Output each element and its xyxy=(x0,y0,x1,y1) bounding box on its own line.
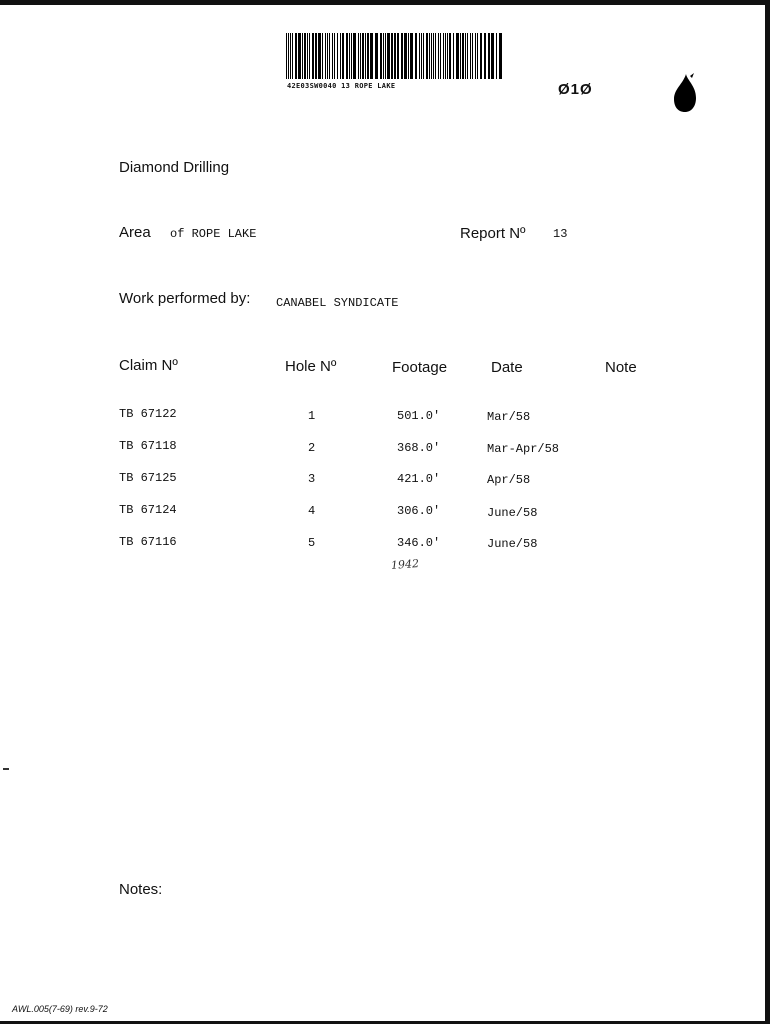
form-code: AWL.005(7-69) rev.9-72 xyxy=(12,1004,108,1014)
footage-cell: 421.0' xyxy=(397,472,441,486)
date-cell: June/58 xyxy=(487,537,538,551)
work-performed-value: CANABEL SYNDICATE xyxy=(276,296,399,310)
header-note: Note xyxy=(605,359,637,376)
handwritten-total: 1942 xyxy=(390,557,420,572)
area-value: of ROPE LAKE xyxy=(170,227,257,241)
header-claim: Claim Nº xyxy=(119,357,178,374)
claim-cell: TB 67122 xyxy=(119,407,177,421)
footage-cell: 306.0' xyxy=(397,504,441,518)
date-cell: Apr/58 xyxy=(487,473,531,487)
header-hole: Hole Nº xyxy=(285,358,337,375)
date-cell: Mar-Apr/58 xyxy=(487,442,560,456)
date-cell: Mar/58 xyxy=(487,410,531,424)
footage-cell: 368.0' xyxy=(397,441,441,455)
barcode xyxy=(286,33,502,79)
claim-cell: TB 67124 xyxy=(119,503,177,517)
hole-cell: 1 xyxy=(308,409,316,423)
barcode-text: 42E03SW0040 13 ROPE LAKE xyxy=(287,82,396,90)
ink-blot xyxy=(672,72,698,114)
footage-cell: 501.0' xyxy=(397,409,441,423)
scan-mark xyxy=(3,768,9,770)
date-cell: June/58 xyxy=(487,506,538,520)
scan-border-right xyxy=(765,0,770,1024)
notes-label: Notes: xyxy=(119,881,163,898)
report-label: Report Nº xyxy=(460,225,526,242)
document-code: Ø1Ø xyxy=(558,81,593,98)
work-performed-label: Work performed by: xyxy=(119,290,251,307)
area-label: Area xyxy=(119,224,151,241)
scan-border-top xyxy=(0,0,770,5)
hole-cell: 5 xyxy=(308,536,316,550)
page-title: Diamond Drilling xyxy=(119,159,230,176)
report-value: 13 xyxy=(553,227,568,241)
hole-cell: 4 xyxy=(308,504,316,518)
header-date: Date xyxy=(491,359,523,376)
footage-cell: 346.0' xyxy=(397,536,441,550)
claim-cell: TB 67125 xyxy=(119,471,177,485)
claim-cell: TB 67116 xyxy=(119,535,177,549)
hole-cell: 3 xyxy=(308,472,316,486)
hole-cell: 2 xyxy=(308,441,316,455)
claim-cell: TB 67118 xyxy=(119,439,177,453)
header-footage: Footage xyxy=(392,359,448,376)
